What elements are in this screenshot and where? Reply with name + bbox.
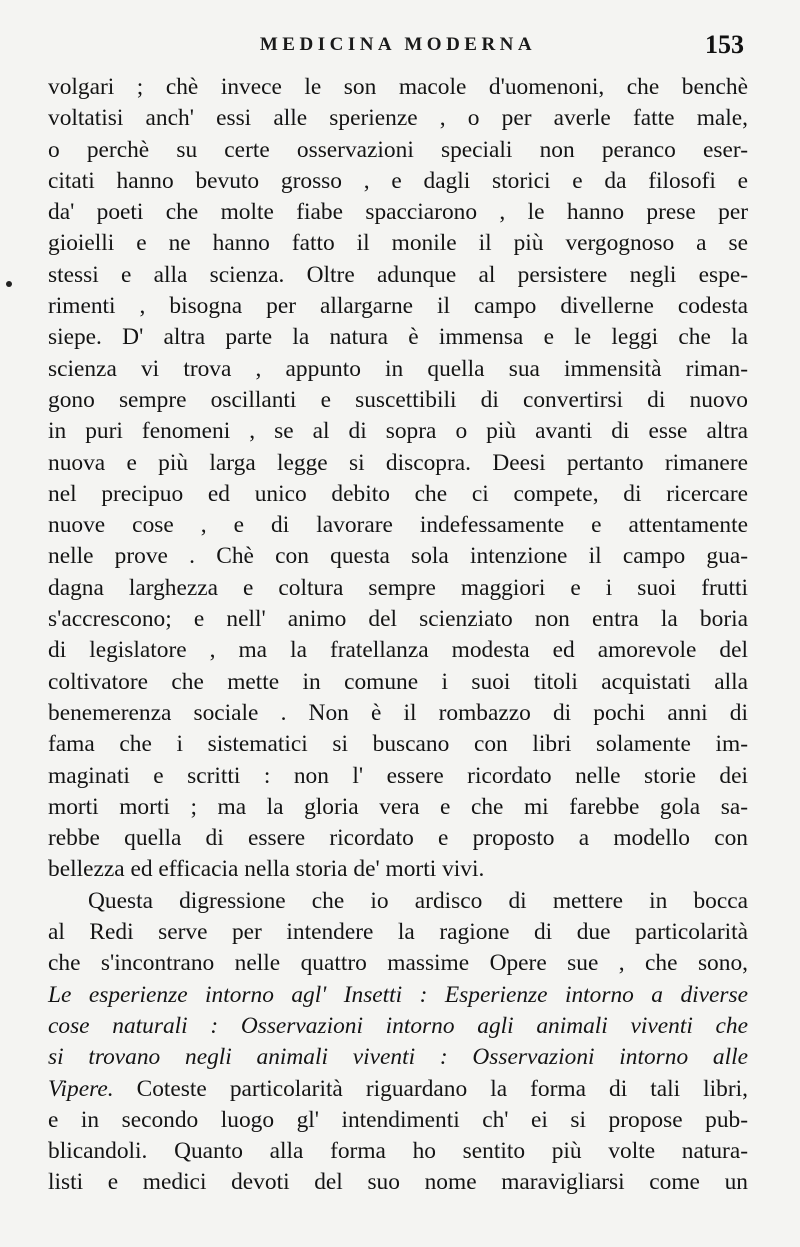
text-line: siepe. D' altra parte la natura è immensa e le leggi che la [48, 324, 748, 351]
book-titles-line: cose naturali : Osservazioni intorno agli animali viventi che [48, 1012, 748, 1039]
text-line: o perchè su certe osservazioni speciali non peranco eser- [48, 136, 748, 163]
book-titles-line: si trovano negli animali viventi : Osservazioni intorno alle [48, 1044, 748, 1071]
text-line: volgari ; chè invece le son macole d'uomenoni, che benchè [48, 74, 748, 100]
text-line: blicandoli. Quanto alla forma ho sentito più volte natura- [48, 1138, 748, 1165]
text-line: morti morti ; ma la gloria vera e che mi farebbe gola sa- [48, 793, 748, 820]
text-line: rebbe quella di essere ricordato e proposto a modello con [48, 825, 748, 852]
running-head: MEDICINA MODERNA [259, 34, 537, 55]
text-line: al Redi serve per intendere la ragione di due particolarità [48, 919, 748, 946]
book-titles-line: Le esperienze intorno agl' Insetti : Esperienze intorno a diverse [48, 981, 748, 1008]
text-line: fama che i sistematici si buscano con libri solamente im- [48, 731, 748, 758]
text-line: Questa digressione che io ardisco di mettere in bocca [88, 887, 748, 914]
page-header [48, 32, 748, 62]
text-line: nuova e più larga legge si discopra. Deesi pertanto rimanere [48, 449, 748, 476]
paragraph-2 [48, 886, 748, 1199]
book-title-italic: Vipere. [48, 1075, 114, 1102]
text-line: scienza vi trova , appunto in quella sua immensità riman- [48, 355, 748, 382]
text-line: maginati e scritti : non l' essere ricordato nelle storie dei [48, 762, 748, 789]
text-line: rimenti , bisogna per allargarne il campo divellerne codesta [48, 293, 748, 320]
text-line: dagna larghezza e coltura sempre maggiori e i suoi frutti [48, 574, 748, 601]
body-text [48, 72, 748, 1199]
text-line: gioielli e ne hanno fatto il monile il più vergognoso a se [48, 230, 748, 257]
text-line [48, 1074, 748, 1105]
margin-mark [6, 281, 12, 287]
text-line: citati hanno bevuto grosso , e dagli storici e da filosofi e [48, 167, 748, 194]
text-line: nelle prove . Chè con questa sola intenzione il campo gua- [48, 543, 748, 570]
text-line: da' poeti che molte fiabe spacciarono , le hanno prese per [48, 199, 748, 226]
text-line: e in secondo luogo gl' intendimenti ch' ei si propose pub- [48, 1106, 748, 1133]
text-segment: Coteste particolarità riguardano la forma di tali libri, [113, 1075, 748, 1102]
text-line: coltivatore che mette in comune i suoi titoli acquistati alla [48, 668, 748, 695]
text-line: listi e medici devoti del suo nome maravigliarsi come un [48, 1169, 748, 1196]
text-line: bellezza ed efficacia nella storia de' morti vivi. [48, 856, 485, 883]
text-line: stessi e alla scienza. Oltre adunque al persistere negli espe- [48, 261, 748, 288]
text-line: s'accrescono; e nell' animo del scienziato non entra la boria [48, 606, 748, 633]
paragraph-1 [48, 72, 748, 886]
page-number: 153 [705, 30, 744, 59]
text-line: che s'incontrano nelle quattro massime Opere sue , che sono, [48, 950, 748, 977]
text-line: in puri fenomeni , se al di sopra o più avanti di esse altra [48, 418, 748, 445]
text-line: di legislatore , ma la fratellanza modesta ed amorevole del [48, 637, 748, 664]
text-line: nel precipuo ed unico debito che ci compete, di ricercare [48, 480, 748, 507]
text-line: nuove cose , e di lavorare indefessamente e attentamente [48, 512, 748, 539]
text-line: gono sempre oscillanti e suscettibili di convertirsi di nuovo [48, 386, 748, 413]
text-line: benemerenza sociale . Non è il rombazzo di pochi anni di [48, 699, 748, 726]
text-line: voltatisi anch' essi alle sperienze , o per averle fatte male, [48, 105, 748, 132]
